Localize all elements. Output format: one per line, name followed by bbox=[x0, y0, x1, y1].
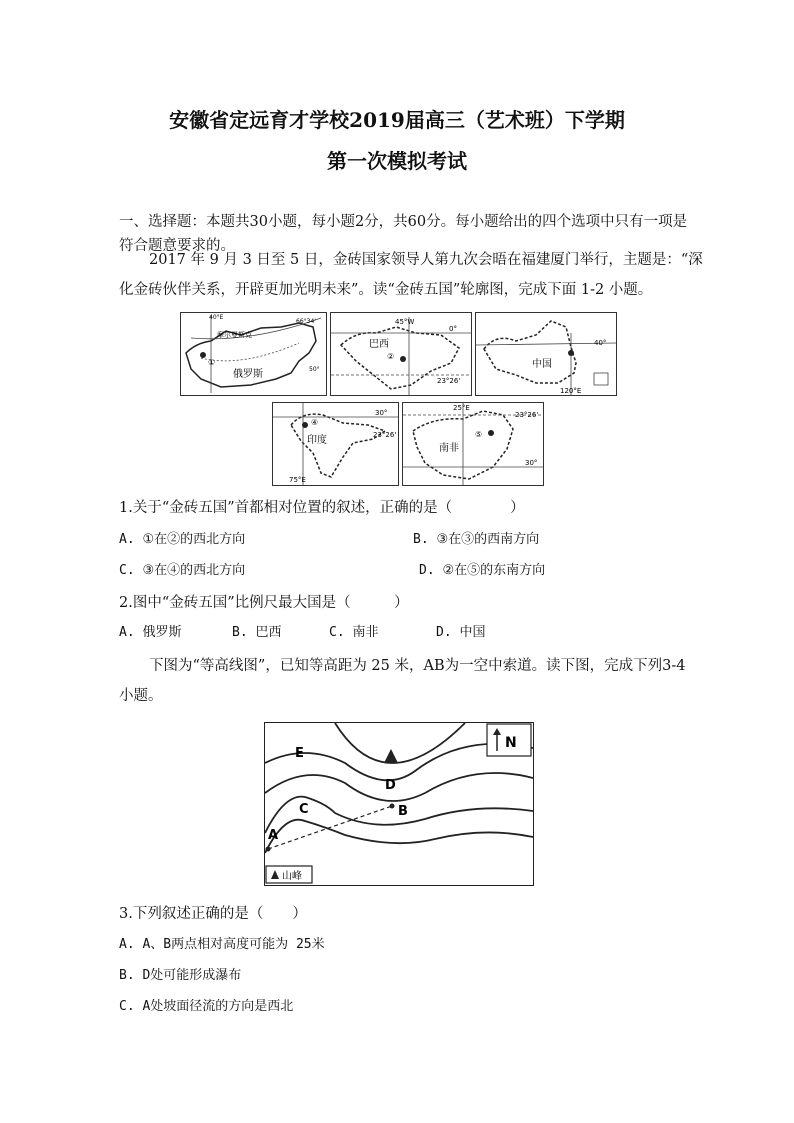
page-title: 安徽省定远育才学校2019届高三（艺术班）下学期 bbox=[169, 108, 625, 132]
china-lon-label: 120°E bbox=[560, 387, 582, 395]
intro-paragraph-1: 2017 年 9 月 3 日至 5 日，金砖国家领导人第九次会晤在福建厦门举行，主题是：“深 bbox=[149, 252, 703, 268]
q1-option-c: C. ③在④的西北方向 bbox=[119, 563, 246, 578]
contour-lines bbox=[265, 723, 533, 885]
south-africa-outline bbox=[403, 403, 543, 485]
intro-paragraph-2: 下图为“等高线图”，已知等高距为 25 米，AB为一空中索道。读下图，完成下列3-4 bbox=[149, 658, 686, 674]
label-a: A bbox=[268, 828, 279, 843]
q3-option-b: B. D处可能形成瀑布 bbox=[119, 968, 242, 983]
india-label: 印度 bbox=[307, 435, 327, 446]
q2-stem: 2.图中“金砖五国”比例尺最大国是（ ） bbox=[119, 595, 409, 611]
china-label: 中国 bbox=[532, 359, 552, 370]
brazil-lat2-label: 23°26' bbox=[437, 377, 461, 385]
section-heading-cont: 符合题意要求的。 bbox=[119, 238, 235, 254]
map-india bbox=[272, 402, 399, 486]
india-lon-label: 75°E bbox=[289, 476, 306, 484]
russia-city-label: 摩尔曼斯克 bbox=[217, 331, 252, 339]
label-c: C bbox=[299, 802, 309, 817]
map-brazil bbox=[330, 312, 472, 396]
india-outline bbox=[273, 403, 398, 485]
india-lat2-label: 23°26' bbox=[373, 431, 397, 439]
brazil-outline bbox=[331, 313, 471, 395]
brazil-lon-label: 45°W bbox=[395, 318, 415, 326]
intro-paragraph-2-cont: 小题。 bbox=[119, 688, 163, 704]
russia-outline bbox=[181, 313, 326, 395]
label-e: E bbox=[295, 746, 304, 761]
q2-option-a: A. 俄罗斯 bbox=[119, 625, 182, 640]
russia-lat1-label: 66°34' bbox=[296, 318, 316, 325]
page-subtitle: 第一次模拟考试 bbox=[327, 149, 467, 173]
china-lat-label: 40° bbox=[594, 339, 607, 347]
map-south-africa bbox=[402, 402, 544, 486]
label-b: B bbox=[398, 804, 408, 819]
q1-stem: 1.关于“金砖五国”首都相对位置的叙述，正确的是（ ） bbox=[119, 500, 525, 516]
india-lat1-label: 30° bbox=[375, 409, 388, 417]
sa-label: 南非 bbox=[439, 443, 459, 454]
brazil-num: ② bbox=[387, 352, 395, 361]
sa-num: ⑤ bbox=[475, 430, 483, 439]
label-d: D bbox=[385, 778, 396, 793]
q2-option-c: C. 南非 bbox=[329, 625, 379, 640]
russia-label: 俄罗斯 bbox=[233, 369, 263, 380]
intro-paragraph-1-cont: 化金砖伙伴关系，开辟更加光明未来”。读“金砖五国”轮廓图，完成下面 1-2 小题。 bbox=[119, 282, 653, 298]
map-russia bbox=[180, 312, 327, 396]
map-china bbox=[475, 312, 617, 396]
q2-option-d: D. 中国 bbox=[436, 625, 486, 640]
russia-lat2-label: 50° bbox=[309, 366, 320, 373]
brazil-label: 巴西 bbox=[369, 339, 389, 350]
q1-option-b: B. ③在③的西南方向 bbox=[413, 532, 540, 547]
russia-lon-label: 40°E bbox=[209, 314, 224, 321]
india-num: ④ bbox=[311, 418, 319, 427]
china-outline bbox=[476, 313, 616, 395]
q2-option-b: B. 巴西 bbox=[232, 625, 282, 640]
sa-lat2-label: 30° bbox=[525, 459, 538, 467]
russia-num: ① bbox=[208, 358, 216, 367]
north-label: N bbox=[505, 735, 517, 751]
section-heading: 一、选择题：本题共30小题，每小题2分，共60分。每小题给出的四个选项中只有一项是 bbox=[119, 214, 688, 230]
q3-stem: 3.下列叙述正确的是（ ） bbox=[119, 906, 307, 922]
q3-option-a: A. A、B两点相对高度可能为 25米 bbox=[119, 937, 325, 952]
sa-lat1-label: 23°26' bbox=[515, 411, 539, 419]
sa-lon-label: 25°E bbox=[453, 404, 470, 412]
legend-label: 山峰 bbox=[282, 871, 302, 882]
q1-option-d: D. ②在⑤的东南方向 bbox=[419, 563, 546, 578]
q1-option-a: A. ①在②的西北方向 bbox=[119, 532, 246, 547]
brazil-lat1-label: 0° bbox=[449, 325, 457, 333]
q3-option-c: C. A处坡面径流的方向是西北 bbox=[119, 999, 294, 1014]
contour-map bbox=[264, 722, 534, 886]
